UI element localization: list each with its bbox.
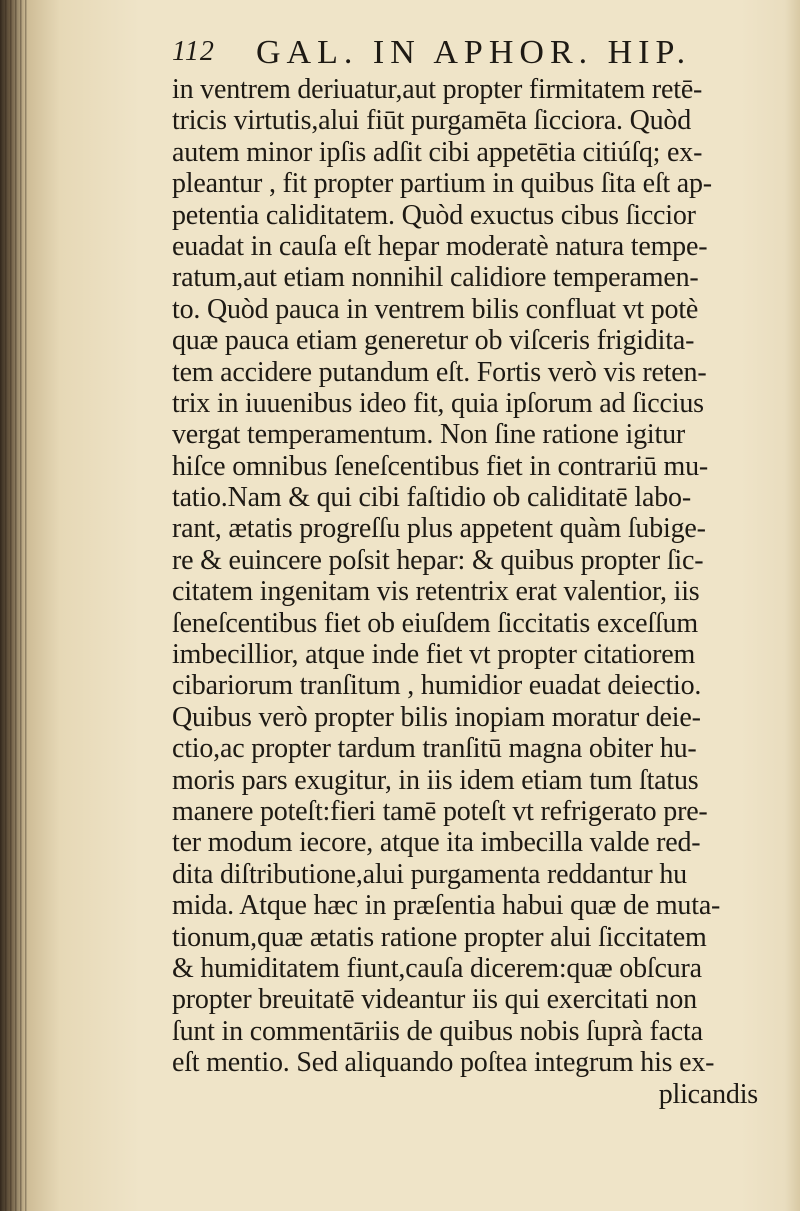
text-line: tionum,quæ ætatis ratione propter alui ſiccitatem xyxy=(172,921,707,953)
running-head xyxy=(172,34,732,78)
text-line: ſunt in commentāriis de quibus nobis ſuprà facta xyxy=(172,1015,703,1047)
text-line: & humiditatem fiunt,cauſa dicerem:quæ obſcura xyxy=(172,952,702,984)
text-line: in ventrem deriuatur,aut propter firmitatem retē- xyxy=(172,74,703,105)
text-line: to. Quòd pauca in ventrem bilis confluat vt potè xyxy=(172,293,699,325)
text-line: hiſce omnibus ſeneſcentibus fiet in contrariū mu- xyxy=(172,450,709,482)
text-line: ſeneſcentibus fiet ob eiuſdem ſiccitatis exceſſum xyxy=(172,607,698,639)
text-line: petentia caliditatem. Quòd exuctus cibus ſiccior xyxy=(172,199,696,231)
text-line: rant, ætatis progreſſu plus appetent quàm ſubige- xyxy=(172,513,706,545)
running-title: GAL. IN APHOR. HIP. xyxy=(256,34,692,71)
text-line: ter modum iecore, atque ita imbecilla valde red- xyxy=(172,827,701,859)
text-line: ratum,aut etiam nonnihil calidiore temperamen- xyxy=(172,262,699,294)
text-line: ctio,ac propter tardum tranſitū magna obiter hu- xyxy=(172,733,697,765)
text-line: autem minor ipſis adſit cibi appetētia citiúſq; ex- xyxy=(172,136,703,168)
text-line: pleantur , fit propter partium in quibus ſita eſt ap- xyxy=(172,168,712,200)
page-number: 112 xyxy=(172,36,215,67)
text-line: eſt mentio. Sed aliquando poſtea integrum his ex- xyxy=(172,1047,715,1079)
catchword: plicandis xyxy=(658,1078,758,1110)
text-line: vergat temperamentum. Non ſine ratione igitur xyxy=(172,419,685,451)
text-line: moris pars exugitur, in iis idem etiam tum ſtatus xyxy=(172,764,699,796)
body-text xyxy=(172,74,772,1110)
text-line: cibariorum tranſitum , humidior euadat deiectio. xyxy=(172,670,702,702)
text-line: tem accidere putandum eſt. Fortis verò vis reten- xyxy=(172,356,707,388)
text-line: quæ pauca etiam generetur ob viſceris frigidita- xyxy=(172,325,695,357)
text-line: imbecillior, atque inde fiet vt propter citatiorem xyxy=(172,639,696,671)
text-line: Quibus verò propter bilis inopiam moratur deie- xyxy=(172,701,701,733)
page-binding-shadow xyxy=(0,0,30,1211)
text-line: trix in iuuenibus ideo fit, quia ipſorum ad ſiccius xyxy=(172,387,704,419)
text-line: euadat in cauſa eſt hepar moderatè natura tempe- xyxy=(172,230,708,262)
text-line: mida. Atque hæc in præſentia habui quæ de muta- xyxy=(172,890,721,922)
text-line: manere poteſt:fieri tamē poteſt vt refrigerato pre- xyxy=(172,795,708,827)
text-line: dita diſtributione,alui purgamenta reddantur hu xyxy=(172,858,687,890)
text-line: tricis virtutis,alui fiūt purgamēta ſicciora. Quòd xyxy=(172,105,692,137)
text-line: tatio.Nam & qui cibi faſtidio ob caliditatē labo- xyxy=(172,482,691,514)
text-line: re & euincere poſsit hepar: & quibus propter ſic- xyxy=(172,544,704,576)
text-line: citatem ingenitam vis retentrix erat valentior, iis xyxy=(172,576,700,608)
text-line: propter breuitatē videantur iis qui exercitati non xyxy=(172,984,697,1016)
